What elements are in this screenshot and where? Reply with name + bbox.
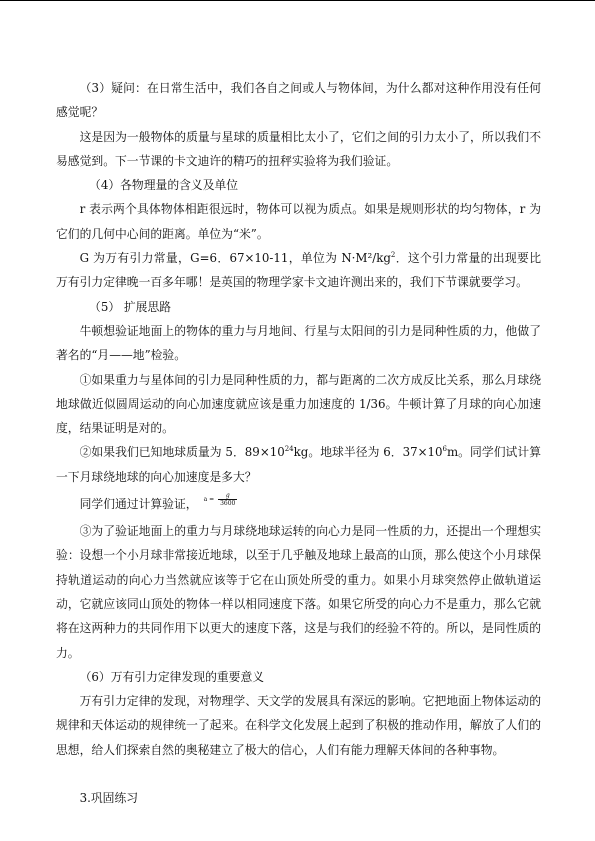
paragraph-point-2: [56, 440, 541, 489]
heading-significance: （6）万有引力定律发现的重要意义: [79, 669, 265, 684]
earth-mass-exponent: 24: [284, 445, 294, 454]
earth-radius-text: kg。地球半径为 6．37×10: [293, 445, 443, 460]
paragraph-point-3: ③为了验证地面上的重力与月球绕地球运转的向心力是同一性质的力，还提出一个理想实验：设想一个小月球非常接近地球，以至于几乎触及地球上最高的山顶，那么使这个小月球保持轨道运动的向心力当然就应该等于它在山顶处所受的重力。如果小月球突然停止做轨道运动，它就应该同山顶处的物体一样以相同速度下落。如果它所受的向心力不是重力，那么它就将在这两种力的共同作用下以更大的速度下落，这是与我们的经验不符的。所以，是同性质的力。: [56, 524, 541, 660]
section-spacer: [56, 762, 541, 786]
formula-fraction: [218, 492, 237, 507]
verify-text: 同学们通过计算验证，: [79, 497, 198, 512]
earth-radius-exponent: 6: [442, 445, 447, 454]
point-2-rest: m。同学们试计算一下月球绕地球的向心加速度是多大？: [56, 445, 541, 484]
g-constant-rest: ．这个引力常量的出现要比万有引力定律晚一百多年哪！是英国的物理学家卡文迪许测出来的，我们下节课就要学习。: [56, 251, 541, 290]
paragraph-verify: [56, 489, 541, 519]
g-constant-superscript: 2: [390, 251, 396, 260]
heading-quantities: （4）各物理量的含义及单位: [89, 178, 239, 193]
formula-lhs: a =: [203, 495, 215, 503]
paragraph-significance: 万有引力定律的发现，对物理学、天文学的发展具有深远的影响。它把地面上物体运动的规律和天体运动的规律统一了起来。在科学文化发展上起到了积极的推动作用，解放了人们的思想，给人们探索自然的奥秘建立了极大的信心，人们有能力理解天体间的各种事物。: [56, 694, 541, 757]
heading-extend: （5） 扩展思路: [89, 299, 172, 314]
paragraph-newton: 牛顿想验证地面上的物体的重力与月地间、行星与太阳间的引力是同种性质的力，他做了著名的“月——地”检验。: [56, 323, 541, 363]
top-border-line: [0, 0, 595, 1]
heading-practice: 3.巩固练习: [79, 791, 139, 806]
paragraph-point-1: ①如果重力与星体间的引力是同种性质的力，都与距离的二次方成反比关系，那么月球绕地球做近似圆周运动的向心加速度就应该是重力加速度的 1/36。牛顿计算了月球的向心加速度，结果证明是对的。: [56, 372, 541, 436]
formula-denominator: 3600: [220, 499, 236, 507]
formula-numerator: g: [218, 492, 237, 500]
paragraph-answer: 这是因为一般物体的质量与星球的质量相比太小了，它们之间的引力太小了，所以我们不易感觉到。下一节课的卡文迪许的精巧的扭秤实验将为我们验证。: [56, 129, 541, 168]
formula-acceleration: [204, 492, 238, 507]
g-constant-text: G 为万有引力常量，G=6．67×10-11，单位为 N·M²/kg: [79, 251, 391, 266]
document-body: [56, 76, 541, 810]
earth-mass-text: ②如果我们已知地球质量为 5．89×10: [79, 445, 285, 460]
paragraph-g-constant: [56, 246, 541, 295]
paragraph-question: （3）疑问：在日常生活中，我们各自之间或人与物体间，为什么都对这种作用没有任何感觉呢？: [56, 81, 541, 120]
paragraph-r-definition: r 表示两个具体物体相距很远时，物体可以视为质点。如果是规则形状的均匀物体，r 为它们的几何中心间的距离。单位为“米”。: [56, 202, 541, 241]
